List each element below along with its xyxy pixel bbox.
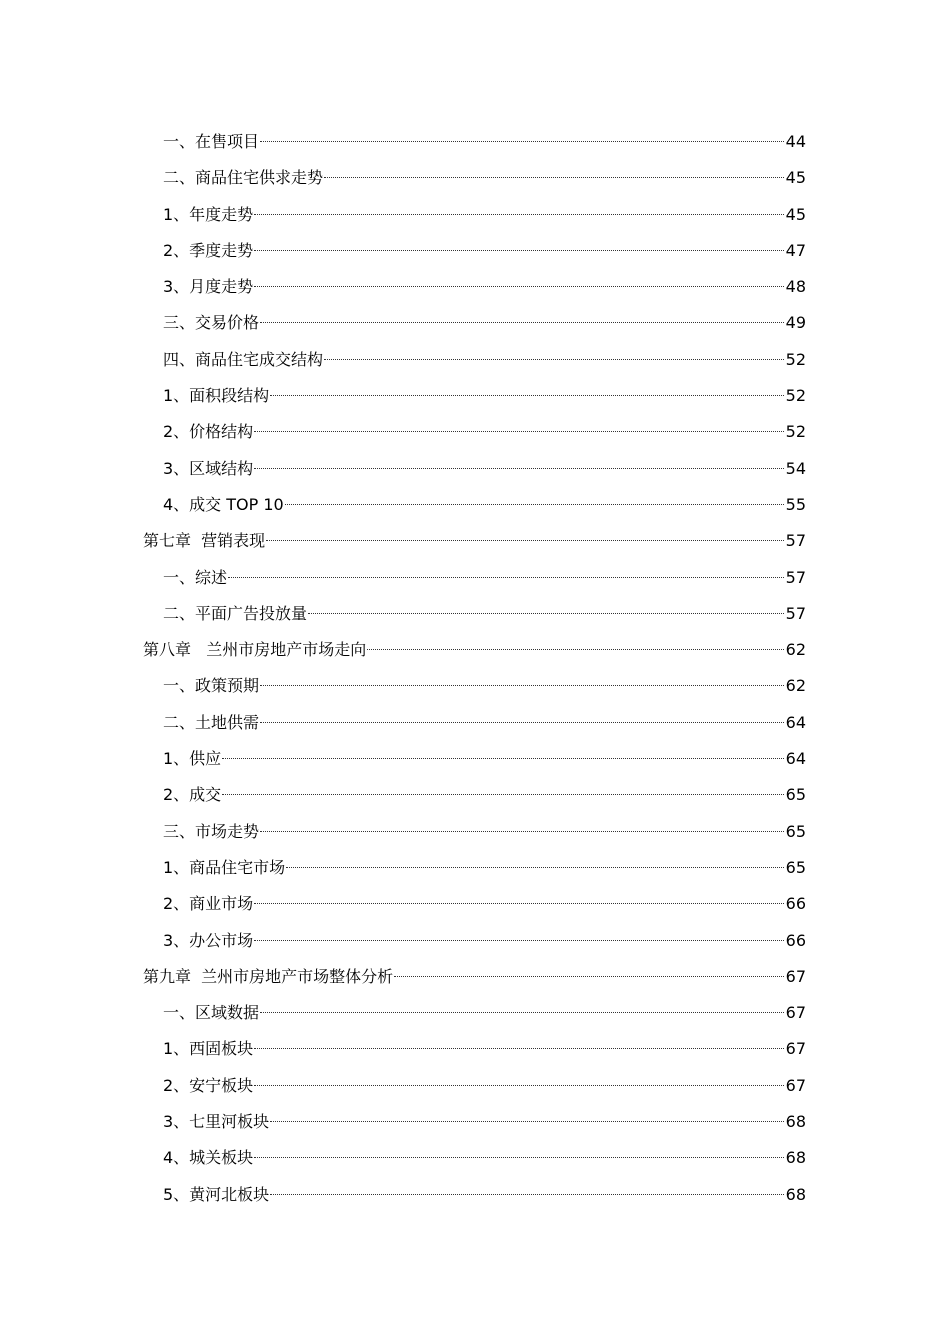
toc-entry-title: 二、土地供需	[163, 712, 260, 732]
toc-entry-page: 67	[785, 966, 806, 986]
toc-entry-title: 5、黄河北板块	[163, 1184, 270, 1204]
toc-entry[interactable]	[143, 305, 806, 341]
toc-entry[interactable]	[143, 1177, 806, 1213]
dot-leader	[324, 177, 784, 178]
toc-entry[interactable]	[143, 596, 806, 632]
toc-chapter-entry[interactable]	[143, 523, 806, 559]
toc-entry-title: 1、供应	[163, 749, 222, 769]
dot-leader	[367, 649, 783, 650]
dot-leader	[260, 831, 784, 832]
toc-entry[interactable]	[143, 233, 806, 269]
toc-entry-title: 1、西固板块	[163, 1039, 254, 1059]
toc-entry-page: 65	[785, 857, 806, 877]
dot-leader	[286, 867, 783, 868]
toc-entry-title: 四、商品住宅成交结构	[163, 349, 324, 369]
toc-entry-page: 44	[785, 132, 806, 151]
toc-entry-page: 45	[785, 168, 806, 188]
dot-leader	[254, 1085, 783, 1086]
toc-entry[interactable]	[143, 160, 806, 196]
toc-entry-page: 54	[785, 458, 806, 478]
toc-entry-page: 67	[785, 1075, 806, 1095]
dot-leader	[222, 758, 783, 759]
dot-leader	[254, 1157, 783, 1158]
dot-leader	[254, 286, 783, 287]
toc-entry-title: 4、成交 TOP 10	[163, 494, 284, 514]
toc-entry[interactable]	[143, 850, 806, 886]
dot-leader	[254, 903, 783, 904]
table-of-contents	[143, 124, 806, 1213]
toc-entry-title: 2、成交	[163, 785, 222, 805]
dot-leader	[285, 504, 784, 505]
dot-leader	[228, 577, 784, 578]
toc-entry-title: 1、商品住宅市场	[163, 857, 286, 877]
toc-entry[interactable]	[143, 777, 806, 813]
dot-leader	[308, 613, 784, 614]
dot-leader	[270, 1121, 783, 1122]
toc-entry-title: 一、政策预期	[163, 676, 260, 696]
toc-entry-page: 65	[785, 821, 806, 841]
dot-leader	[260, 322, 784, 323]
toc-entry-page: 62	[785, 640, 806, 660]
toc-entry-title: 第七章 营销表现	[143, 531, 266, 551]
toc-entry-title: 3、月度走势	[163, 277, 254, 297]
toc-entry-page: 66	[785, 894, 806, 914]
toc-entry-page: 45	[785, 204, 806, 224]
dot-leader	[222, 794, 783, 795]
toc-entry-title: 2、安宁板块	[163, 1075, 254, 1095]
toc-entry-page: 62	[785, 676, 806, 696]
toc-entry[interactable]	[143, 378, 806, 414]
toc-entry-page: 49	[785, 313, 806, 333]
dot-leader	[254, 940, 783, 941]
toc-entry-page: 52	[785, 422, 806, 442]
toc-entry-title: 一、综述	[163, 567, 228, 587]
dot-leader	[254, 431, 783, 432]
toc-entry-page: 48	[785, 277, 806, 297]
toc-entry-title: 三、交易价格	[163, 313, 260, 333]
toc-entry[interactable]	[143, 414, 806, 450]
toc-entry-title: 3、办公市场	[163, 930, 254, 950]
dot-leader	[324, 359, 784, 360]
toc-entry-title: 三、市场走势	[163, 821, 260, 841]
toc-entry-title: 3、七里河板块	[163, 1112, 270, 1132]
toc-entry-title: 第九章 兰州市房地产市场整体分析	[143, 966, 394, 986]
toc-entry[interactable]	[143, 451, 806, 487]
toc-entry[interactable]	[143, 487, 806, 523]
dot-leader	[260, 685, 784, 686]
toc-entry-title: 2、价格结构	[163, 422, 254, 442]
toc-entry[interactable]	[143, 705, 806, 741]
toc-entry-page: 68	[785, 1112, 806, 1132]
toc-entry[interactable]	[143, 668, 806, 704]
toc-entry-page: 52	[785, 386, 806, 406]
toc-entry[interactable]	[143, 1031, 806, 1067]
toc-entry-page: 67	[785, 1003, 806, 1023]
toc-entry-page: 67	[785, 1039, 806, 1059]
toc-entry[interactable]	[143, 342, 806, 378]
toc-entry[interactable]	[143, 886, 806, 922]
dot-leader	[254, 1048, 783, 1049]
dot-leader	[254, 468, 783, 469]
toc-entry[interactable]	[143, 814, 806, 850]
dot-leader	[270, 1194, 783, 1195]
toc-entry-title: 第八章 兰州市房地产市场走向	[143, 640, 367, 660]
toc-entry-page: 68	[785, 1184, 806, 1204]
toc-entry-title: 二、平面广告投放量	[163, 603, 308, 623]
toc-chapter-entry[interactable]	[143, 959, 806, 995]
toc-entry-page: 57	[785, 567, 806, 587]
dot-leader	[394, 976, 783, 977]
toc-entry-title: 3、区域结构	[163, 458, 254, 478]
dot-leader	[254, 214, 783, 215]
toc-entry-title: 4、城关板块	[163, 1148, 254, 1168]
toc-entry-page: 57	[785, 531, 806, 551]
toc-entry-page: 52	[785, 349, 806, 369]
toc-entry-title: 一、在售项目	[163, 132, 260, 151]
toc-entry[interactable]	[143, 1140, 806, 1176]
dot-leader	[260, 141, 784, 142]
toc-entry[interactable]	[143, 1068, 806, 1104]
toc-entry-page: 65	[785, 785, 806, 805]
toc-entry[interactable]	[143, 995, 806, 1031]
toc-entry-page: 66	[785, 930, 806, 950]
toc-entry-page: 47	[785, 240, 806, 260]
toc-entry-title: 1、年度走势	[163, 204, 254, 224]
toc-entry-page: 55	[785, 494, 806, 514]
toc-entry-page: 64	[785, 749, 806, 769]
toc-entry[interactable]	[143, 269, 806, 305]
toc-entry-title: 1、面积段结构	[163, 386, 270, 406]
toc-entry[interactable]	[143, 741, 806, 777]
toc-entry-title: 2、季度走势	[163, 240, 254, 260]
dot-leader	[260, 1012, 784, 1013]
toc-entry-title: 一、区域数据	[163, 1003, 260, 1023]
dot-leader	[270, 395, 783, 396]
toc-entry-page: 64	[785, 712, 806, 732]
toc-entry-title: 二、商品住宅供求走势	[163, 168, 324, 188]
toc-entry-page: 57	[785, 603, 806, 623]
toc-entry-page: 68	[785, 1148, 806, 1168]
toc-entry[interactable]	[143, 1104, 806, 1140]
toc-entry-title: 2、商业市场	[163, 894, 254, 914]
toc-chapter-entry[interactable]	[143, 632, 806, 668]
dot-leader	[254, 250, 783, 251]
toc-entry[interactable]	[143, 923, 806, 959]
toc-entry[interactable]	[143, 124, 806, 160]
dot-leader	[260, 722, 784, 723]
dot-leader	[266, 540, 783, 541]
toc-entry[interactable]	[143, 197, 806, 233]
toc-entry[interactable]	[143, 560, 806, 596]
